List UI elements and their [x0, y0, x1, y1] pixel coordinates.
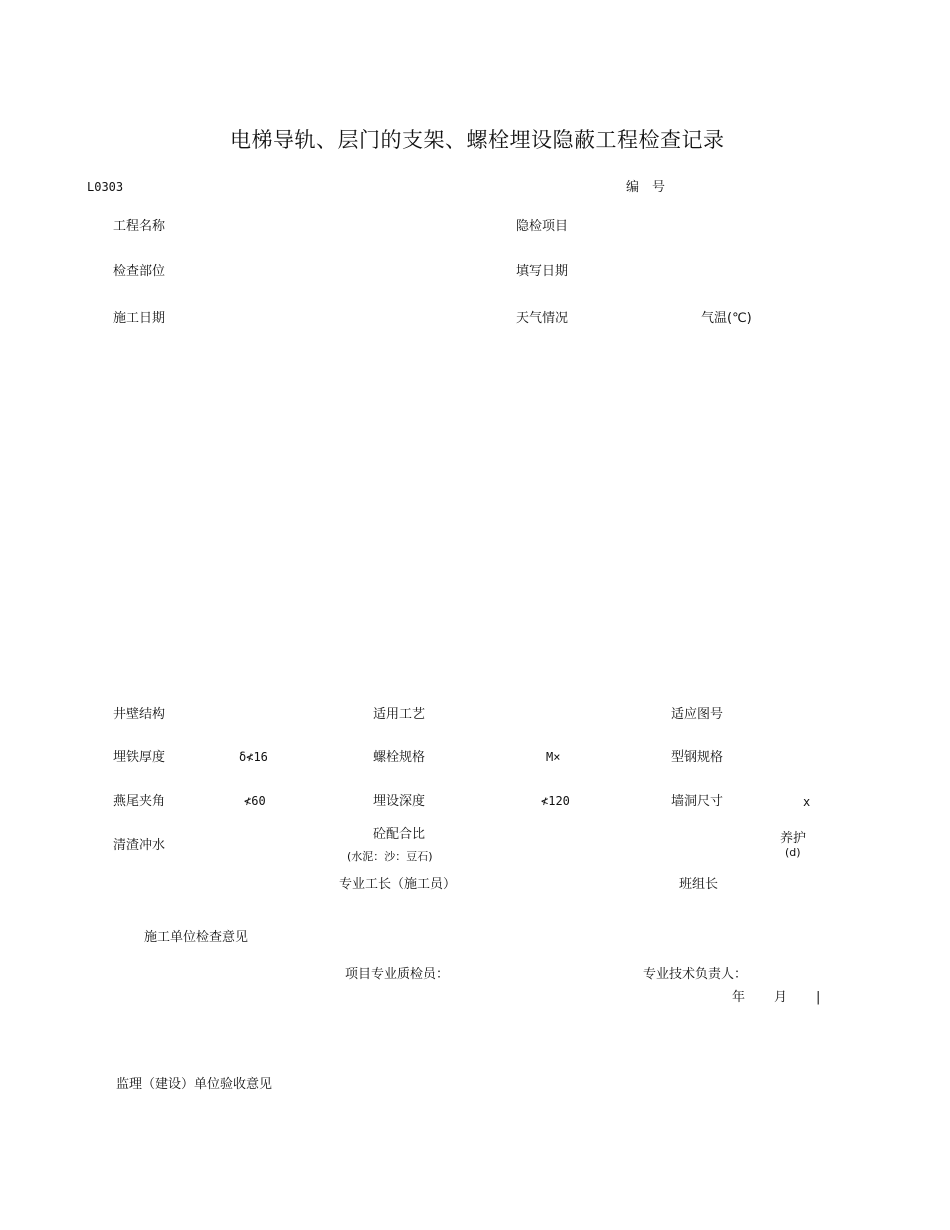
embed-depth-label: 埋设深度 — [373, 794, 426, 809]
quality-inspector-label: 项目专业质检员： — [345, 967, 450, 982]
dovetail-angle-value: ≮60 — [244, 794, 266, 808]
cleaning-label: 清渣冲水 — [113, 838, 166, 853]
supervision-opinion-label: 监理（建设）单位验收意见 — [116, 1077, 273, 1092]
embedded-iron-thickness-value: δ≮16 — [239, 750, 268, 764]
embed-depth-value: ≮120 — [541, 794, 570, 808]
project-name-label: 工程名称 — [113, 219, 166, 234]
document-title: 电梯导轨、层门的支架、螺栓埋设隐蔽工程检查记录 — [230, 128, 725, 152]
check-part-label: 检查部位 — [113, 264, 166, 279]
tech-lead-label: 专业技术负责人： — [643, 967, 748, 982]
concrete-ratio-label: 砼配合比 — [373, 827, 426, 842]
wall-hole-size-value: x — [803, 795, 811, 809]
weather-label: 天气情况 — [516, 311, 569, 326]
steel-spec-label: 型钢规格 — [671, 750, 724, 765]
shaft-structure-label: 井壁结构 — [113, 707, 166, 722]
fill-date-label: 填写日期 — [516, 264, 569, 279]
curing-unit: (d) — [785, 846, 801, 859]
date-month-label: 月 — [774, 990, 788, 1005]
embedded-iron-thickness-label: 埋铁厚度 — [113, 750, 166, 765]
dovetail-angle-label: 燕尾夹角 — [113, 794, 166, 809]
wall-hole-size-label: 墙洞尺寸 — [671, 794, 724, 809]
number-label: 编 号 — [626, 180, 666, 195]
bolt-spec-label: 螺栓规格 — [373, 750, 426, 765]
date-year-label: 年 — [732, 990, 746, 1005]
bolt-spec-value: M× — [546, 750, 561, 764]
construction-date-label: 施工日期 — [113, 311, 166, 326]
team-leader-label: 班组长 — [679, 877, 719, 892]
date-day-label: | — [816, 990, 821, 1005]
applicable-process-label: 适用工艺 — [373, 707, 426, 722]
hidden-item-label: 隐检项目 — [516, 219, 569, 234]
temperature-label: 气温(℃) — [701, 311, 752, 326]
foreman-label: 专业工长（施工员） — [339, 877, 457, 892]
drawing-number-label: 适应图号 — [671, 707, 724, 722]
concrete-ratio-note: (水泥：沙：豆石) — [347, 850, 433, 863]
curing-label: 养护 — [780, 831, 807, 846]
construction-opinion-label: 施工单位检查意见 — [144, 930, 249, 945]
form-code: L0303 — [87, 180, 124, 194]
